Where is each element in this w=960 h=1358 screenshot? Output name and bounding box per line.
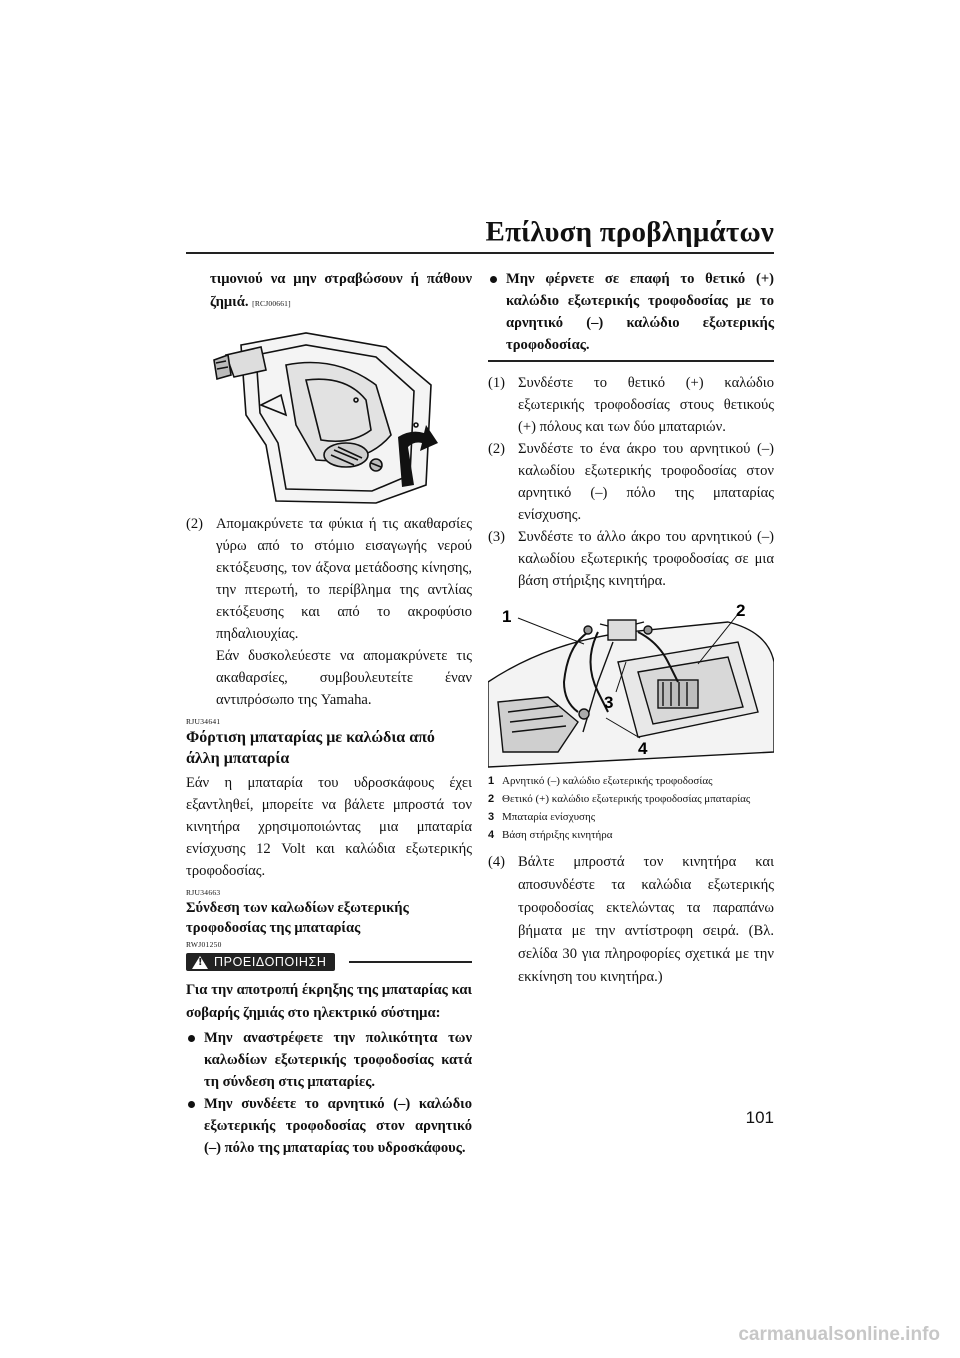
callout-4: 4: [638, 739, 648, 758]
step-text: Συνδέστε το θετικό (+) καλώδιο εξωτερικής τροφοδοσίας στους θετικούς (+) πόλους και των δύο μπαταριών.: [518, 375, 774, 435]
section-code: RJU34663: [186, 888, 221, 897]
legend-item: [488, 828, 774, 843]
right-column: [488, 268, 774, 989]
legend-text: Βάση στήριξης κινητήρα: [502, 829, 613, 841]
step-text: Βάλτε μπροστά τον κινητήρα και αποσυνδέστε τα καλώδια εξωτερικής τροφοδοσίας εκτελώντας τα παραπάνω βήματα με την αντίστροφη σειρά. (Βλ. σελίδα 30 για πληροφορίες σχετικά με την εκκίνηση του κινητήρα.): [518, 854, 774, 985]
bullet-icon: [490, 276, 497, 283]
warning-item-text: Μην αναστρέφετε την πολικότητα των καλωδίων εξωτερικής τροφοδοσίας κατά τη σύνδεση στις μπαταρίες.: [204, 1030, 472, 1090]
legend-number: 4: [488, 829, 495, 841]
warning-list-continued: [488, 268, 774, 356]
section-title-jump-start: Φόρτιση μπαταρίας με καλώδια από άλλη μπαταρία: [186, 729, 435, 767]
callout-1: 1: [502, 607, 512, 626]
legend-number: 3: [488, 811, 495, 823]
left-column: [186, 268, 472, 1159]
page-number: 101: [745, 1108, 774, 1127]
connection-step-4: [488, 851, 774, 989]
header-rule: [186, 252, 774, 254]
intro-code: [RCJ00661]: [252, 299, 291, 308]
bullet-icon: [188, 1101, 195, 1108]
connection-step: [488, 438, 774, 526]
warning-banner: [186, 953, 472, 971]
warning-label: [186, 953, 335, 971]
cleaning-step-2: [186, 513, 472, 711]
step-number: (4): [488, 854, 506, 870]
legend-text: Αρνητικό (–) καλώδιο εξωτερικής τροφοδοσίας: [502, 775, 713, 787]
battery-connection-illustration: [488, 602, 774, 770]
warning-item: [186, 1093, 472, 1159]
legend-text: Θετικό (+) καλώδιο εξωτερικής τροφοδοσίας μπαταρίας: [502, 793, 751, 805]
legend-number: 1: [488, 775, 495, 787]
legend-item: [488, 810, 774, 825]
warning-item-text: Μην συνδέετε το αρνητικό (–) καλώδιο εξωτερικής τροφοδοσίας στον αρνητικό (–) πόλο της μπαταρίας του υδροσκάφους.: [204, 1096, 472, 1156]
warning-label-text: ΠΡΟΕΙΔΟΠΟΙΗΣΗ: [214, 955, 327, 969]
section-title-connect-cables: Σύνδεση των καλωδίων εξωτερικής τροφοδοσίας της μπαταρίας: [186, 900, 409, 936]
figure-legend: [488, 774, 774, 843]
warning-list: [186, 1027, 472, 1159]
step-number: (2): [186, 516, 204, 532]
step-body: [216, 513, 472, 711]
step-text: Συνδέστε το άλλο άκρο του αρνητικού (–) καλωδίου εξωτερικής τροφοδοσίας σε μια βάση στήριξης κινητήρα.: [518, 529, 774, 589]
legend-number: 2: [488, 793, 495, 805]
intro-sentence: τιμονιού να μην στραβώσουν ή πάθουν ζημιά.: [210, 271, 472, 310]
intro-text: [186, 268, 472, 315]
warning-end-rule: [488, 360, 774, 362]
warning-item-text: Μην φέρνετε σε επαφή το θετικό (+) καλώδιο εξωτερικής τροφοδοσίας με το αρνητικό (–) καλώδιο εξωτερικής τροφοδοσίας.: [506, 271, 774, 353]
step-number: (3): [488, 529, 506, 545]
warning-intro: Για την αποτροπή έκρηξης της μπαταρίας και σοβαρής ζημιάς στο ηλεκτρικό σύστημα:: [186, 982, 472, 1021]
connection-steps: [488, 372, 774, 592]
legend-text: Μπαταρία ενίσχυσης: [502, 811, 596, 823]
page-header-title: Επίλυση προβλημάτων: [485, 216, 774, 248]
bullet-icon: [188, 1035, 195, 1042]
legend-item: [488, 774, 774, 789]
warning-rule: [349, 961, 472, 963]
step-number: (1): [488, 375, 506, 391]
step-text: Συνδέστε το ένα άκρο του αρνητικού (–) καλωδίου εξωτερικής τροφοδοσίας στον αρνητικό (–) πόλο της μπαταρίας ενίσχυσης.: [518, 441, 774, 523]
step-note: Εάν δυσκολεύεστε να απομακρύνετε τις ακαθαρσίες, συμβουλευτείτε έναν αντιπρόσωπο της Yamaha.: [216, 648, 472, 708]
callout-3: 3: [604, 693, 614, 712]
watermark: carmanualsonline.info: [738, 1324, 940, 1345]
section-code: RJU34641: [186, 717, 221, 726]
connection-step: [488, 372, 774, 438]
warning-item: [488, 268, 774, 356]
step-text: Απομακρύνετε τα φύκια ή τις ακαθαρσίες γύρω από το στόμιο εισαγωγής νερού εκτόξευσης, τον άξονα μετάδοσης κίνησης, την πτερωτή, το περίβλημα της αντλίας εκτόξευσης και από το ακροφύσιο πηδαλιουχίας.: [216, 516, 472, 642]
step-number: (2): [488, 441, 506, 457]
warning-triangle-icon: [192, 956, 208, 969]
callout-2: 2: [736, 602, 746, 620]
warning-code: RWJ01250: [186, 940, 222, 949]
warning-item: [186, 1027, 472, 1093]
jet-pump-illustration: [186, 325, 472, 505]
section-text-jump-start: Εάν η μπαταρία του υδροσκάφους έχει εξαντληθεί, μπορείτε να βάλετε μπροστά τον κινητήρα χρησιμοποιώντας μια μπαταρία ενίσχυσης 12 Volt και καλώδια εξωτερικής τροφοδοσίας.: [186, 775, 472, 879]
connection-step: [488, 526, 774, 592]
legend-item: [488, 792, 774, 807]
